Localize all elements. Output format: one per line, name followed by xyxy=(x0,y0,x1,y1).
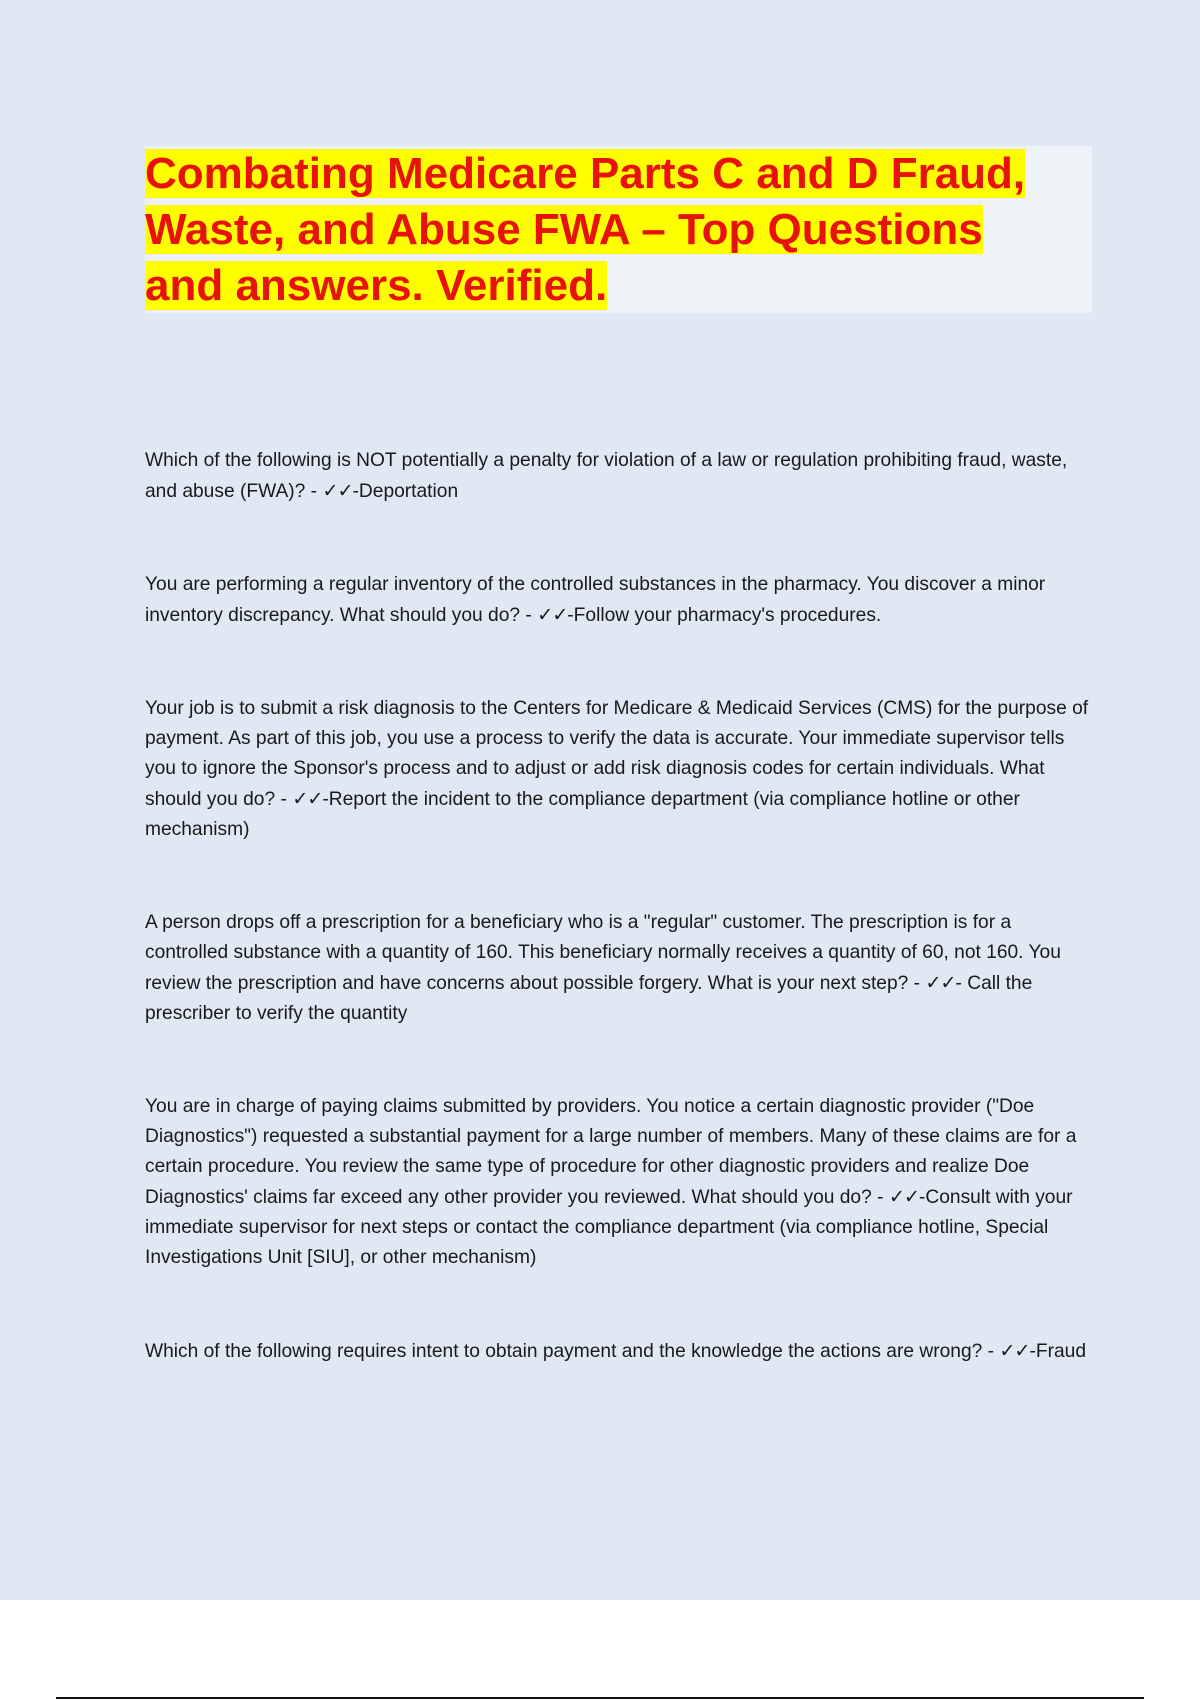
qa-list xyxy=(145,446,1095,1367)
qa-item xyxy=(145,908,1095,1029)
qa-answer: -Fraud xyxy=(1029,1341,1087,1362)
checkmark-icon: ✓✓ xyxy=(322,479,353,502)
qa-item xyxy=(145,1336,1095,1367)
qa-answer: -Follow your pharmacy's procedures. xyxy=(567,605,882,626)
qa-question: You are performing a regular inventory of the controlled substances in the pharmacy. You discover a minor inventory discrepancy. What should you do? - xyxy=(145,574,1046,626)
footer-divider xyxy=(56,1697,1144,1699)
checkmark-icon: ✓✓ xyxy=(292,787,323,810)
checkmark-icon: ✓✓ xyxy=(999,1339,1030,1362)
qa-question: Which of the following is NOT potentially a penalty for violation of a law or regulation prohibiting fraud, waste, and abuse (FWA)? - xyxy=(145,450,1068,502)
qa-item xyxy=(145,1092,1095,1273)
qa-question: Which of the following requires intent to obtain payment and the knowledge the actions are wrong? - xyxy=(145,1341,1000,1362)
document-title xyxy=(145,146,1045,314)
qa-answer: -Deportation xyxy=(352,481,459,502)
checkmark-icon: ✓✓ xyxy=(925,971,956,994)
qa-answer: -Consult with your immediate supervisor for next steps or contact the compliance department (via compliance hotline, Special Investigations Unit [SIU], or other mechanism) xyxy=(145,1187,1073,1268)
qa-answer: -Report the incident to the compliance department (via compliance hotline or other mechanism) xyxy=(145,789,1020,840)
checkmark-icon: ✓✓ xyxy=(888,1185,919,1208)
qa-answer: - Call the prescriber to verify the quantity xyxy=(145,973,1033,1024)
qa-question: You are in charge of paying claims submitted by providers. You notice a certain diagnostic provider ("Doe Diagnostics") requested a substantial payment for a large number of members. Many of these claims are for a certain procedure. You review the same type of procedure for other diagnostic providers and realize Doe Diagnostics' claims far exceed any other provider you reviewed. What should you do? - xyxy=(145,1096,1077,1208)
qa-question: Your job is to submit a risk diagnosis to the Centers for Medicare & Medicaid Services (CMS) for the purpose of payment. As part of this job, you use a process to verify the data is accurate. Your immediate supervisor tells you to ignore the Sponsor's process and to adjust or add risk diagnosis codes for certain individuals. What should you do? - xyxy=(145,698,1089,810)
qa-item xyxy=(145,694,1095,845)
qa-item xyxy=(145,446,1095,507)
qa-item xyxy=(145,570,1095,631)
checkmark-icon: ✓✓ xyxy=(537,603,568,626)
qa-question: A person drops off a prescription for a beneficiary who is a "regular" customer. The prescription is for a controlled substance with a quantity of 160. This beneficiary normally receives a quantity of 60, not 160. You review the prescription and have concerns about possible forgery. What is your next step? - xyxy=(145,912,1061,994)
document-title-text: Combating Medicare Parts C and D Fraud, Waste, and Abuse FWA – Top Questions and answers. Verified. xyxy=(145,149,1026,310)
